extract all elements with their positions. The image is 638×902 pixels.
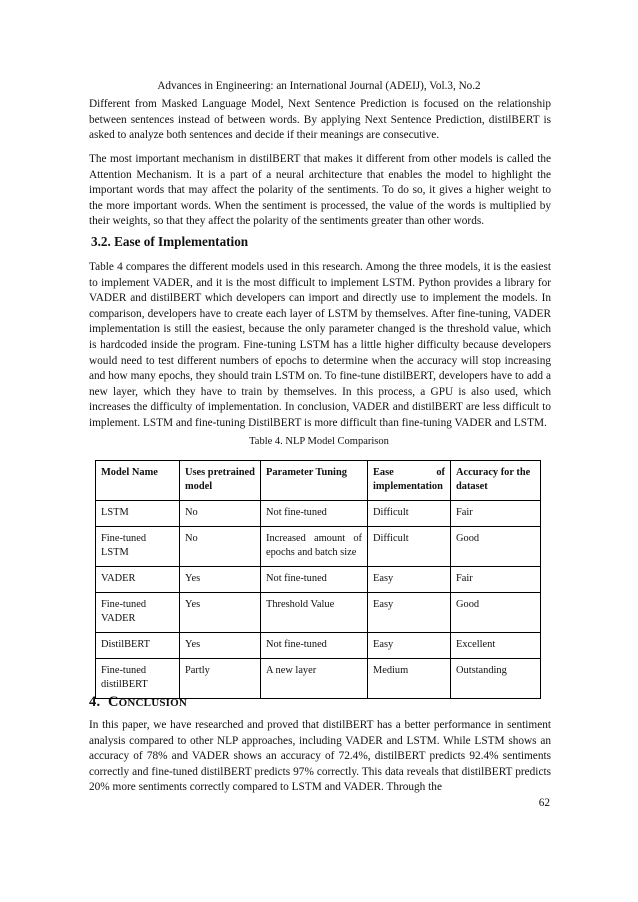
cell-accuracy: Outstanding [451,659,541,699]
cell-tuning: A new layer [261,659,368,699]
header-pretrained: Uses pretrained model [180,461,261,501]
paragraph-ease: Table 4 compares the different models used in this research. Among the three models, it is the easiest to implement VADER, and it is the most difficult to implement LSTM. Python provides a library for VADER and distilBERT which developers can import and directly use to implement the models. In comparison, developers have to create each layer of LSTM by themselves. After fine-tuning, VADER implementation is still the easiest, because the only parameter changed is the threshold value, which is hardcoded inside the program. Fine-tuning LSTM has a little higher difficulty because developers would need to test different numbers of epochs to determine when the accuracy will stop increasing and how many epochs, they should train LSTM on. To fine-tune distilBERT, developers have to add a new layer, which they have to train by themselves. In this process, a GPU is also used, which increases the difficulty of implementation. In conclusion, VADER and distilBERT are less difficult to implement. LSTM and fine-tuning DistilBERT is more difficult than fine-tuning VADER and LSTM. [89,261,551,429]
cell-ease: Difficult [368,527,451,567]
cell-ease: Easy [368,633,451,659]
cell-tuning: Threshold Value [261,593,368,633]
section-heading-conclusion [89,694,187,711]
header-parameter-tuning: Parameter Tuning [261,461,368,501]
page-number: 62 [538,797,550,809]
section-title-rest: ONCLUSION [118,697,188,709]
table-header-row [96,461,541,501]
cell-tuning: Not fine-tuned [261,501,368,527]
cell-pretrained: Partly [180,659,261,699]
table-row [96,527,541,567]
cell-accuracy: Excellent [451,633,541,659]
cell-accuracy: Fair [451,567,541,593]
cell-pretrained: Yes [180,567,261,593]
cell-ease: Easy [368,567,451,593]
comparison-table [95,460,541,699]
cell-ease: Medium [368,659,451,699]
cell-model: VADER [96,567,180,593]
cell-tuning: Not fine-tuned [261,567,368,593]
table-row [96,501,541,527]
cell-model: LSTM [96,501,180,527]
paragraph-conclusion: In this paper, we have researched and proved that distilBERT has a better performance in sentiment analysis compared to other NLP approaches, including VADER and LSTM. While LSTM shows an accuracy of 78% and VADER shows an accuracy of 72.4%, distilBERT predicts 92.4% sentiments correctly and fine-tuned distilBERT predicts 97% correctly. This data reveals that distilBERT predicts 20% more sentiments correctly compared to LSTM and VADER. Through the [89,719,551,794]
cell-tuning: Not fine-tuned [261,633,368,659]
cell-accuracy: Good [451,527,541,567]
cell-tuning: Increased amount of epochs and batch size [261,527,368,567]
header-model-name: Model Name [96,461,180,501]
cell-pretrained: No [180,501,261,527]
table-row [96,633,541,659]
cell-pretrained: No [180,527,261,567]
header-ease: Ease of implementation [368,461,451,501]
table-caption: Table 4. NLP Model Comparison [249,436,389,447]
cell-ease: Easy [368,593,451,633]
cell-pretrained: Yes [180,633,261,659]
header-accuracy: Accuracy for the dataset [451,461,541,501]
section-title-initial: C [107,694,119,710]
journal-header: Advances in Engineering: an International Journal (ADEIJ), Vol.3, No.2 [157,80,481,92]
cell-ease: Difficult [368,501,451,527]
cell-accuracy: Fair [451,501,541,527]
cell-model: Fine-tuned distilBERT [96,659,180,699]
cell-accuracy: Good [451,593,541,633]
cell-model: Fine-tuned VADER [96,593,180,633]
cell-model: Fine-tuned LSTM [96,527,180,567]
table-row [96,567,541,593]
paragraph-nsp: Different from Masked Language Model, Next Sentence Prediction is focused on the relationship between sentences instead of between words. By applying Next Sentence Prediction, distilBERT is asked to analyze both sentences and decide if their meanings are consecutive. [89,98,551,142]
cell-pretrained: Yes [180,593,261,633]
section-heading-ease: 3.2. Ease of Implementation [91,234,249,249]
table-row [96,659,541,699]
table-row [96,593,541,633]
paragraph-attention: The most important mechanism in distilBERT that makes it different from other models is called the Attention Mechanism. It is a part of a neural architecture that enables the model to highlight the important words that may affect the polarity of the sentiments. To do so, it gives a higher weight to the more important words. When the sentiment is processed, the value of the words is multiplied by their weights, so that they affect the polarity of the sentiments greater than other words. [89,153,551,228]
section-number: 4. [89,694,101,710]
cell-model: DistilBERT [96,633,180,659]
